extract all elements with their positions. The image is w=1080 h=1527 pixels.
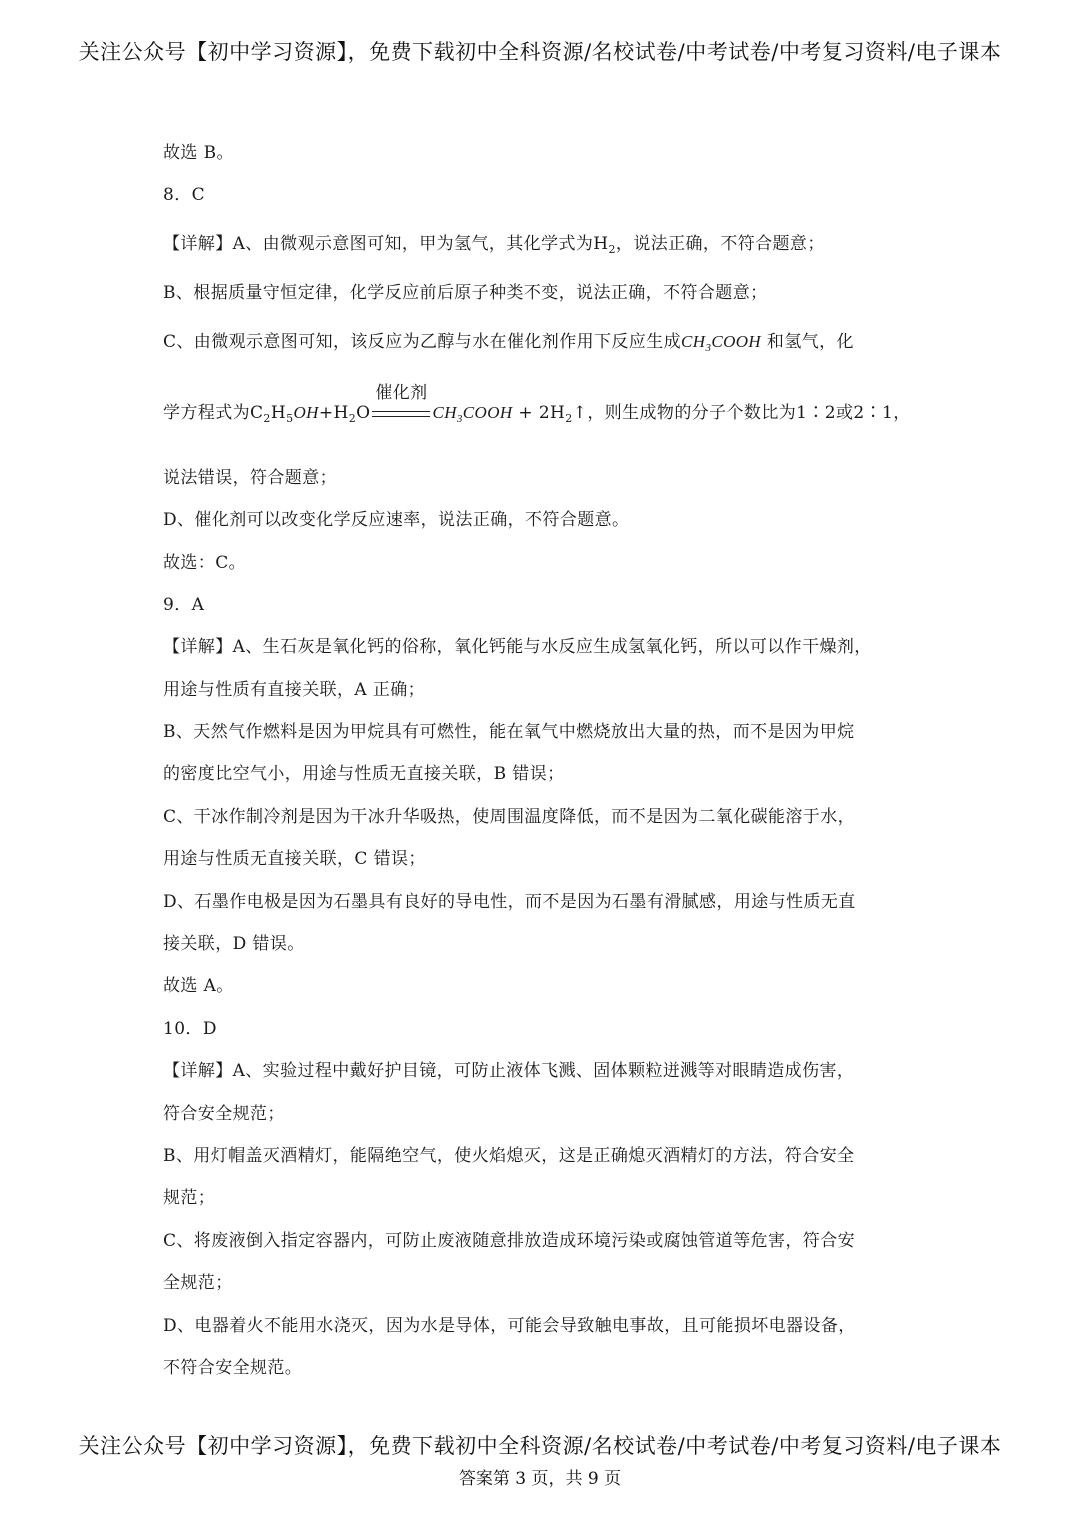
question-number: 10．D xyxy=(163,1019,217,1039)
text-line: 用途与性质有直接关联，A 正确； xyxy=(163,680,426,700)
chemical-equation-line: 学方程式为$C_2H_5OH+H_2O$ 催化剂 $CH_3COOH$ + $2H_2↑$，则生成物的分子个数比为1∶2或2∶1， xyxy=(163,383,911,425)
text-line: B、根据质量守恒定律，化学反应前后原子种类不变，说法正确，不符合题意； xyxy=(163,283,768,303)
question-number: 9．A xyxy=(163,595,205,615)
text-line: D、石墨作电极是因为石墨具有良好的导电性，而不是因为石墨有滑腻感，用途与性质无直 xyxy=(163,892,856,912)
text-line: D、催化剂可以改变化学反应速率，说法正确，不符合题意。 xyxy=(163,510,630,530)
text-line: 用途与性质无直接关联，C 错误； xyxy=(163,849,426,869)
text-line: 规范； xyxy=(163,1188,216,1208)
text-line: 故选 B。 xyxy=(163,143,234,163)
question-number: 8．C xyxy=(163,185,206,205)
text-line: 【详解】A、实验过程中戴好护目镜，可防止液体飞溅、固体颗粒迸溅等对眼睛造成伤害， xyxy=(163,1061,855,1081)
text-line: 全规范； xyxy=(163,1273,233,1293)
footer-banner: 关注公众号【初中学习资源】，免费下载初中全科资源/名校试卷/中考试卷/中考复习资料/电子课本 xyxy=(78,1434,1002,1458)
catalyst-label: 催化剂 xyxy=(375,383,428,403)
text-line: B、天然气作燃料是因为甲烷具有可燃性，能在氧气中燃烧放出大量的热，而不是因为甲烷 xyxy=(163,722,855,742)
text-line: B、用灯帽盖灭酒精灯，能隔绝空气，使火焰熄灭，这是正确熄灭酒精灯的方法，符合安全 xyxy=(163,1146,855,1166)
text-line: 故选：C。 xyxy=(163,553,247,573)
reaction-arrow xyxy=(372,383,430,424)
text-line: C、将废液倒入指定容器内，可防止废液随意排放造成环境污染或腐蚀管道等危害，符合安 xyxy=(163,1231,856,1251)
text-line: 的密度比空气小，用途与性质无直接关联，B 错误； xyxy=(163,764,565,784)
header-banner: 关注公众号【初中学习资源】，免费下载初中全科资源/名校试卷/中考试卷/中考复习资料/电子课本 xyxy=(78,40,1002,64)
text-line: 符合安全规范； xyxy=(163,1104,285,1124)
page-number: 答案第 3 页，共 9 页 xyxy=(458,1469,622,1489)
text-line: 【详解】A、由微观示意图可知，甲为氢气，其化学式为$H_2$，说法正确，不符合题意； xyxy=(163,234,825,256)
text-line: 故选 A。 xyxy=(163,976,234,996)
text-line: C、由微观示意图可知，该反应为乙醇与水在催化剂作用下反应生成$CH_3COOH$ 和氢气，化 xyxy=(163,332,854,354)
text-line: 说法错误，符合题意； xyxy=(163,468,337,488)
text-line: C、干冰作制冷剂是因为干冰升华吸热，使周围温度降低，而不是因为二氧化碳能溶于水， xyxy=(163,807,856,827)
equals-sign xyxy=(372,411,430,417)
text-line: 【详解】A、生石灰是氧化钙的俗称，氧化钙能与水反应生成氢氧化钙，所以可以作干燥剂， xyxy=(163,637,872,657)
text-line: 不符合安全规范。 xyxy=(163,1358,303,1378)
text-line: D、电器着火不能用水浇灭，因为水是导体，可能会导致触电事故，且可能损坏电器设备， xyxy=(163,1316,856,1336)
text-line: 接关联，D 错误。 xyxy=(163,934,305,954)
gas-up-arrow: ↑ xyxy=(572,403,588,423)
